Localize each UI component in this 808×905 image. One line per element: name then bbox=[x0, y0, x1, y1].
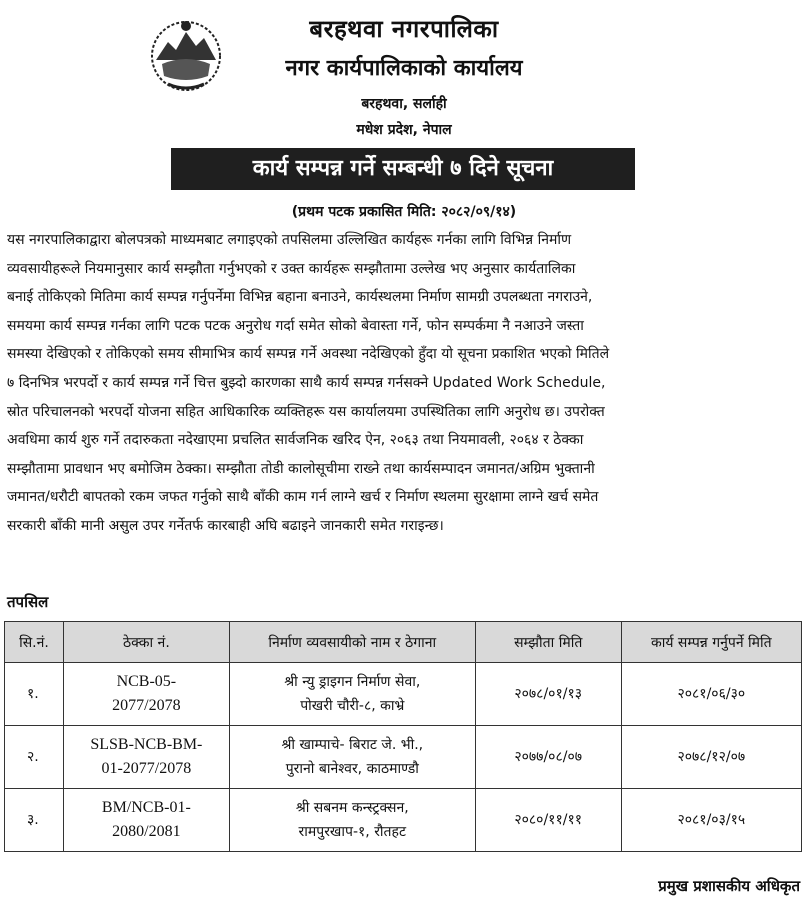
contract-number-line: BM/NCB-01- bbox=[101, 799, 191, 816]
notice-body-line: व्यवसायीहरूले नियमानुसार कार्य सम्झौता गर्नुभएको र उक्त कार्यहरू सम्झौतामा उल्लेख भए अनुसार कार्यतालिका bbox=[7, 260, 576, 277]
contract-number-line: SLSB-NCB-BM- bbox=[90, 736, 203, 753]
contract-number-line: NCB-05- bbox=[116, 673, 177, 690]
serial-number: १. bbox=[5, 663, 64, 726]
completion-date: २०८१/०६/३० bbox=[621, 663, 801, 726]
notice-title: कार्य सम्पन्न गर्ने सम्बन्धी ७ दिने सूचना bbox=[171, 148, 635, 190]
notice-body-line: बनाई तोकिएको मितिमा कार्य सम्पन्न गर्नुपर्नेमा विभिन्न बहाना बनाउने, कार्यस्थलमा निर्माण सामग्री उपलब्धता नगराउने, bbox=[7, 289, 593, 306]
table-row bbox=[5, 726, 802, 789]
table-row bbox=[5, 789, 802, 852]
contract-number-line: 2077/2078 bbox=[112, 697, 181, 714]
address-line-2: मधेश प्रदेश, नेपाल bbox=[356, 122, 452, 138]
contract-number bbox=[63, 789, 229, 852]
serial-number: २. bbox=[5, 726, 64, 789]
table-header-row bbox=[5, 622, 802, 663]
signature-title: प्रमुख प्रशासकीय अधिकृत bbox=[658, 877, 800, 895]
contractor-name-address bbox=[229, 726, 475, 789]
published-date: (प्रथम पटक प्रकासित मिति: २०८२/०९/१४) bbox=[291, 204, 517, 220]
table-row bbox=[5, 663, 802, 726]
notice-body-line: जमानत/धरौटी बापतको रकम जफत गर्नुको साथै बाँकी काम गर्न लाग्ने खर्च र निर्माण स्थलमा सुरक्षामा लाग्ने खर्च समेत bbox=[7, 489, 599, 506]
schedule-table bbox=[4, 621, 802, 852]
notice-body-line: अवधिमा कार्य शुरु गर्ने तदारुकता नदेखाएमा प्रचलित सार्वजनिक खरिद ऐन, २०६३ तथा नियमावली, २०६४ र ठेक्का bbox=[7, 432, 584, 449]
contractor-address: पुरानो बानेश्वर, काठमाण्डौ bbox=[285, 761, 419, 777]
completion-date: २०७८/१२/०७ bbox=[621, 726, 801, 789]
schedule-heading: तपसिल bbox=[7, 593, 49, 611]
office-name: नगर कार्यपालिकाको कार्यालय bbox=[285, 56, 523, 81]
notice-body-line: सरकारी बाँकी मानी असुल उपर गर्नेतर्फ कारबाही अघि बढाइने जानकारी समेत गराइन्छ। bbox=[7, 517, 444, 534]
column-header: सम्झौता मिति bbox=[475, 622, 621, 663]
notice-body-line: ७ दिनभित्र भरपर्दो र कार्य सम्पन्न गर्ने चित्त बुझ्दो कारणका साथै कार्य सम्पन्न गर्नसक्ने Updated Work Schedule, bbox=[7, 374, 606, 391]
municipality-name: बरहथवा नगरपालिका bbox=[309, 15, 499, 43]
notice-body bbox=[7, 226, 803, 541]
contractor-name-address bbox=[229, 663, 475, 726]
column-header: ठेक्का नं. bbox=[63, 622, 229, 663]
contract-number-line: 2080/2081 bbox=[112, 823, 181, 840]
contractor-name-address bbox=[229, 789, 475, 852]
agreement-date: २०७८/०१/१३ bbox=[475, 663, 621, 726]
notice-body-line: समस्या देखिएको र तोकिएको समय सीमाभित्र कार्य सम्पन्न गर्ने अवस्था नदेखिएको हुँदा यो सूचना प्रकाशित भएको मितिले bbox=[7, 346, 610, 363]
contractor-address: रामपुरखाप-१, रौतहट bbox=[298, 824, 407, 840]
address-line-1: बरहथवा, सर्लाही bbox=[361, 96, 447, 112]
column-header: निर्माण व्यवसायीको नाम र ठेगाना bbox=[229, 622, 475, 663]
contractor-name: श्री सबनम कन्स्ट्रक्सन, bbox=[295, 800, 409, 816]
contractor-address: पोखरी चौरी-८, काभ्रे bbox=[300, 698, 405, 714]
notice-body-line: सम्झौतामा प्रावधान भए बमोजिम ठेक्का। सम्झौता तोडी कालोसूचीमा राख्ने तथा कार्यसम्पादन जमानत/अग्रिम भुक्तानी bbox=[7, 460, 595, 477]
agreement-date: २०८०/११/११ bbox=[475, 789, 621, 852]
contract-number bbox=[63, 663, 229, 726]
serial-number: ३. bbox=[5, 789, 64, 852]
notice-body-line: समयमा कार्य सम्पन्न गर्नका लागि पटक पटक अनुरोध गर्दा समेत सोको बेवास्ता गर्ने, फोन सम्पर्कमा नै नआउने जस्ता bbox=[7, 317, 584, 334]
notice-body-line: यस नगरपालिकाद्वारा बोलपत्रको माध्यमबाट लगाइएको तपसिलमा उल्लिखित कार्यहरू गर्नका लागि विभिन्न निर्माण bbox=[7, 232, 572, 248]
notice-body-line: स्रोत परिचालनको भरपर्दो योजना सहित आधिकारिक व्यक्तिहरू यस कार्यालयमा उपस्थितिका लागि अनुरोध छ। उपरोक्त bbox=[7, 403, 605, 420]
contractor-name: श्री न्यु ड्राइगन निर्माण सेवा, bbox=[284, 674, 421, 690]
column-header: कार्य सम्पन्न गर्नुपर्ने मिति bbox=[621, 622, 801, 663]
completion-date: २०८१/०३/१५ bbox=[621, 789, 801, 852]
contract-number-line: 01-2077/2078 bbox=[101, 760, 192, 777]
contractor-name: श्री खाम्पाचे- बिराट जे. भी., bbox=[281, 737, 424, 753]
agreement-date: २०७७/०८/०७ bbox=[475, 726, 621, 789]
contract-number bbox=[63, 726, 229, 789]
column-header: सि.नं. bbox=[5, 622, 64, 663]
